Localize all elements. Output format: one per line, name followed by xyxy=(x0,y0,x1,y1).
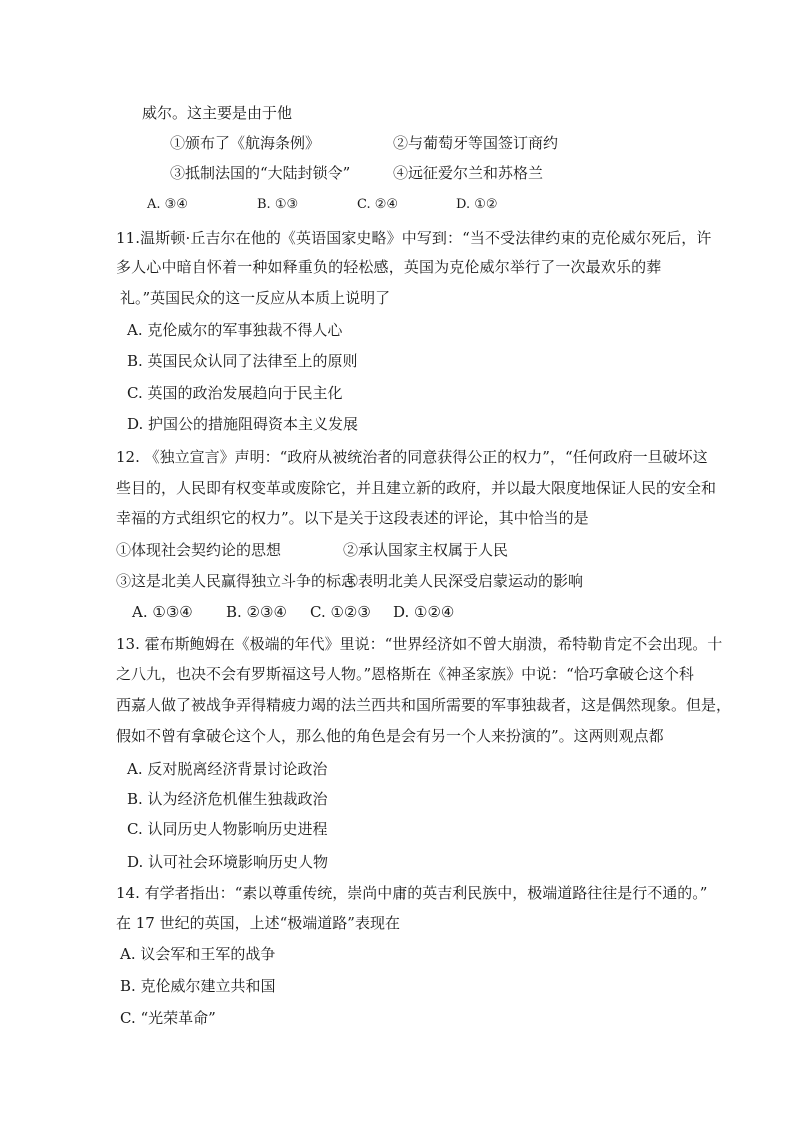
q13-option-c: C. 认同历史人物影响历史进程 xyxy=(127,820,328,838)
q12-item-1: ①体现社会契约论的思想 xyxy=(116,541,282,559)
q12-option-b: B. ②③④ xyxy=(226,603,287,621)
q11-option-c: C. 英国的政治发展趋向于民主化 xyxy=(127,384,343,402)
q13-option-d: D. 认可社会环境影响历史人物 xyxy=(127,853,329,871)
q11-option-b: B. 英国民众认同了法律至上的原则 xyxy=(127,352,358,370)
q11-option-d: D. 护国公的措施阻碍资本主义发展 xyxy=(127,415,359,433)
q11-stem-line-2: 多人心中暗自怀着一种如释重负的轻松感，英国为克伦威尔举行了一次最欢乐的葬 xyxy=(116,258,662,276)
q10-item-2: ②与葡萄牙等国签订商约 xyxy=(393,134,559,152)
q12-option-a: A. ①③④ xyxy=(132,603,193,621)
q10-option-c: C. ②④ xyxy=(357,197,399,212)
q12-item-4: ④表明北美人民深受启蒙运动的影响 xyxy=(343,572,584,590)
q13-stem-line-3: 西嘉人做了被战争弄得精疲力竭的法兰西共和国所需要的军事独裁者，这是偶然现象。但是， xyxy=(116,696,732,714)
q11-option-a: A. 克伦威尔的军事独裁不得人心 xyxy=(127,321,343,339)
q12-item-3: ③这是北美人民赢得独立斗争的标志 xyxy=(116,572,357,590)
q10-option-b: B. ①③ xyxy=(257,197,299,212)
q14-option-c: C. “光荣革命” xyxy=(120,1009,216,1027)
q12-option-c: C. ①②③ xyxy=(310,603,371,621)
q14-stem-line-1: 14. 有学者指出：“素以尊重传统，崇尚中庸的英吉利民族中，极端道路往往是行不通的。” xyxy=(116,884,708,902)
q14-stem-line-2: 在 17 世纪的英国，上述“极端道路”表现在 xyxy=(116,914,400,932)
q10-tail: 威尔。这主要是由于他 xyxy=(142,104,293,122)
q11-stem-line-3: 礼。”英国民众的这一反应从本质上说明了 xyxy=(120,289,391,307)
q12-stem-line-3: 幸福的方式组织它的权力”。以下是关于这段表述的评论，其中恰当的是 xyxy=(116,509,589,527)
q13-stem-line-2: 之八九，也决不会有罗斯福这号人物。”恩格斯在《神圣家族》中说：“恰巧拿破仑这个科 xyxy=(116,665,694,683)
q13-stem-line-4: 假如不曾有拿破仑这个人，那么他的角色是会有另一个人来扮演的”。这两则观点都 xyxy=(116,727,664,745)
q12-option-d: D. ①②④ xyxy=(393,603,455,621)
q10-item-4: ④远征爱尔兰和苏格兰 xyxy=(393,164,544,182)
q14-option-a: A. 议会军和王军的战争 xyxy=(120,945,276,963)
q10-option-a: A. ③④ xyxy=(147,197,188,212)
q13-stem-line-1: 13. 霍布斯鲍姆在《极端的年代》里说：“世界经济如不曾大崩溃，希特勒肯定不会出现。十 xyxy=(116,635,723,653)
q11-stem-line-1: 11.温斯顿·丘吉尔在他的《英语国家史略》中写到：“当不受法律约束的克伦威尔死后，许 xyxy=(116,229,712,247)
q13-option-b: B. 认为经济危机催生独裁政治 xyxy=(127,790,328,808)
q13-option-a: A. 反对脱离经济背景讨论政治 xyxy=(127,760,328,778)
q12-stem-line-1: 12. 《独立宣言》声明：“政府从被统治者的同意获得公正的权力”，“任何政府一旦破坏这 xyxy=(116,448,708,466)
q12-item-2: ②承认国家主权属于人民 xyxy=(343,541,509,559)
q10-option-d: D. ①② xyxy=(456,197,498,212)
q10-item-3: ③抵制法国的“大陆封锁令” xyxy=(170,164,351,182)
q12-stem-line-2: 些目的，人民即有权变革或废除它，并且建立新的政府，并以最大限度地保证人民的安全和 xyxy=(116,479,717,497)
q14-option-b: B. 克伦威尔建立共和国 xyxy=(120,977,276,995)
q10-item-1: ①颁布了《航海条例》 xyxy=(170,134,321,152)
